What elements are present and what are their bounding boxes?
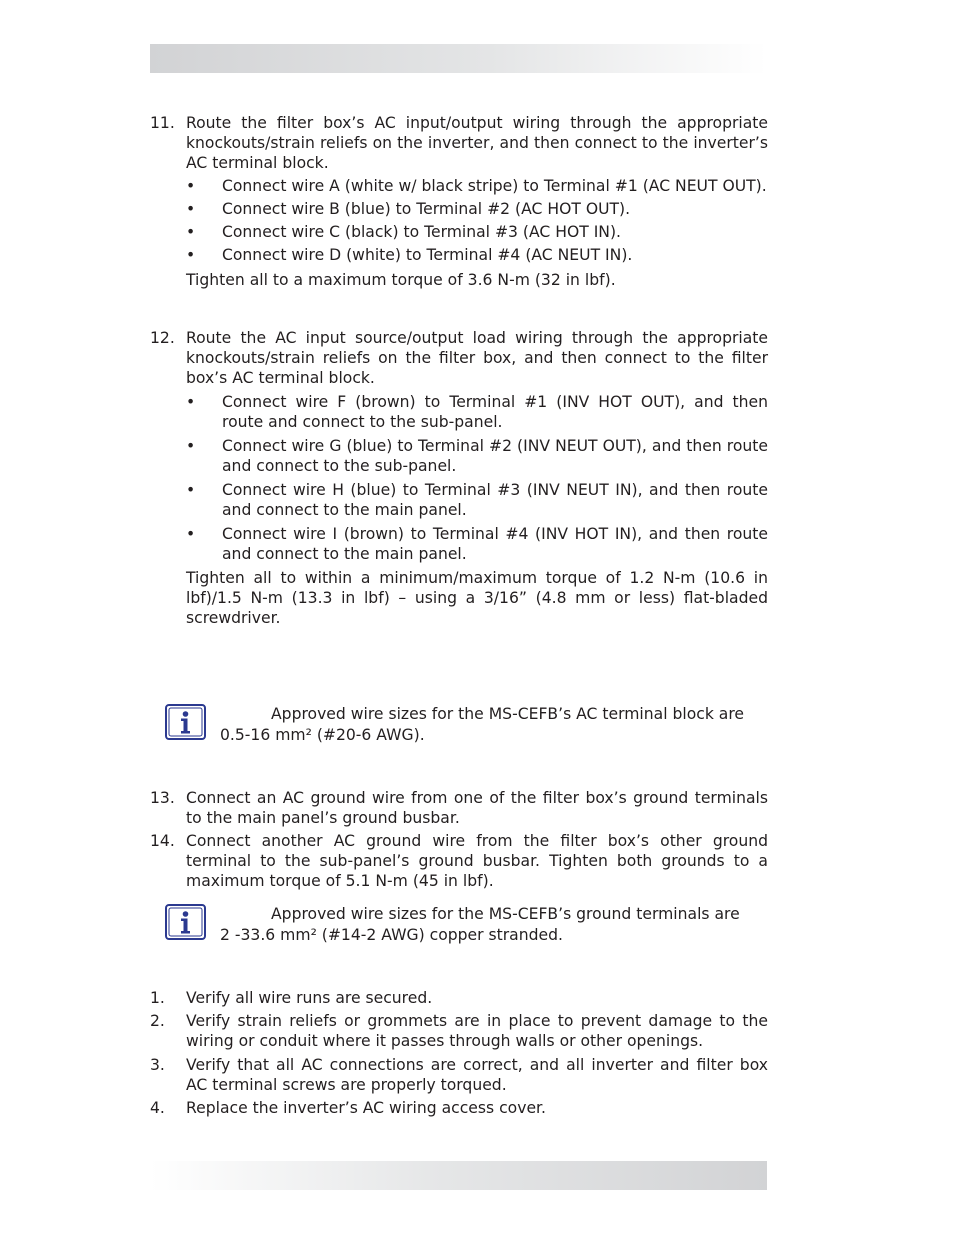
- list-item: • Connect wire H (blue) to Terminal #3 (INV NEUT IN), and then route and connect to the main panel.: [186, 481, 768, 519]
- step-number: 1.: [150, 989, 165, 1007]
- step-text: Route the filter box’s AC input/output wiring through the appropriate knockouts/strain reliefs on the inverter, and then connect to the inverter’s AC terminal block.: [186, 114, 768, 172]
- info-icon: [165, 704, 206, 740]
- step-number: 2.: [150, 1012, 165, 1030]
- step-14: [150, 831, 768, 891]
- list-item: • Connect wire G (blue) to Terminal #2 (INV NEUT OUT), and then route and connect to the sub-panel.: [186, 437, 768, 475]
- step-text: Verify strain reliefs or grommets are in place to prevent damage to the wiring or conduit where it passes through walls or other openings.: [186, 1012, 768, 1050]
- info-note: [165, 704, 768, 746]
- list-item: • Connect wire B (blue) to Terminal #2 (AC HOT OUT).: [186, 200, 631, 218]
- step-number: 4.: [150, 1099, 165, 1117]
- step-13: [150, 788, 768, 828]
- step-11: [150, 113, 768, 290]
- note-text: 0.5-16 mm² (#20-6 AWG).: [220, 726, 425, 744]
- note-text: Approved wire sizes for the MS-CEFB’s AC terminal block are: [271, 705, 745, 723]
- step-number: 11.: [150, 114, 175, 132]
- list-item: • Connect wire F (brown) to Terminal #1 (INV HOT OUT), and then route and connect to the sub-panel.: [186, 393, 768, 431]
- info-note: [165, 904, 768, 946]
- step-number: 13.: [150, 789, 175, 807]
- step-note-text: Tighten all to within a minimum/maximum torque of 1.2 N-m (10.6 in lbf)/1.5 N-m (13.3 in lbf) – using a 3/16” (4.8 mm or less) flat-bladed screwdriver.: [186, 569, 768, 627]
- list-item: • Connect wire C (black) to Terminal #3 (AC HOT IN).: [186, 223, 622, 241]
- step-number: 14.: [150, 832, 175, 850]
- step-text: Connect an AC ground wire from one of the filter box’s ground terminals to the main panel’s ground busbar.: [186, 789, 768, 827]
- step-text: Connect another AC ground wire from the filter box’s other ground terminal to the sub-panel’s ground busbar. Tighten both grounds to a maximum torque of 5.1 N-m (45 in lbf).: [186, 832, 768, 890]
- step-text: Route the AC input source/output load wiring through the appropriate knockouts/strain reliefs on the filter box, and then connect to the filter box’s AC terminal block.: [186, 329, 768, 387]
- step-text: Verify all wire runs are secured.: [186, 989, 433, 1007]
- list-item: • Connect wire A (white w/ black stripe) to Terminal #1 (AC NEUT OUT).: [186, 177, 767, 195]
- note-text: Approved wire sizes for the MS-CEFB’s ground terminals are: [271, 905, 740, 923]
- list-item: • Connect wire I (brown) to Terminal #4 (INV HOT IN), and then route and connect to the main panel.: [186, 525, 768, 563]
- step-note-text: Tighten all to a maximum torque of 3.6 N-m (32 in lbf).: [186, 271, 616, 289]
- step-12: [150, 328, 768, 628]
- step-text: Replace the inverter’s AC wiring access cover.: [186, 1099, 546, 1117]
- verify-item: [150, 1011, 768, 1051]
- list-item: • Connect wire D (white) to Terminal #4 (AC NEUT IN).: [186, 246, 633, 264]
- footer-band: [150, 1161, 767, 1190]
- note-text: 2 -33.6 mm² (#14-2 AWG) copper stranded.: [220, 926, 563, 944]
- info-icon: [165, 904, 206, 940]
- step-text: Verify that all AC connections are correct, and all inverter and filter box AC terminal screws are properly torqued.: [186, 1056, 768, 1094]
- step-number: 12.: [150, 329, 175, 347]
- header-band: [150, 44, 767, 73]
- verify-item: [150, 988, 768, 1008]
- verify-item: [150, 1098, 768, 1118]
- step-number: 3.: [150, 1056, 165, 1074]
- verify-item: [150, 1055, 768, 1095]
